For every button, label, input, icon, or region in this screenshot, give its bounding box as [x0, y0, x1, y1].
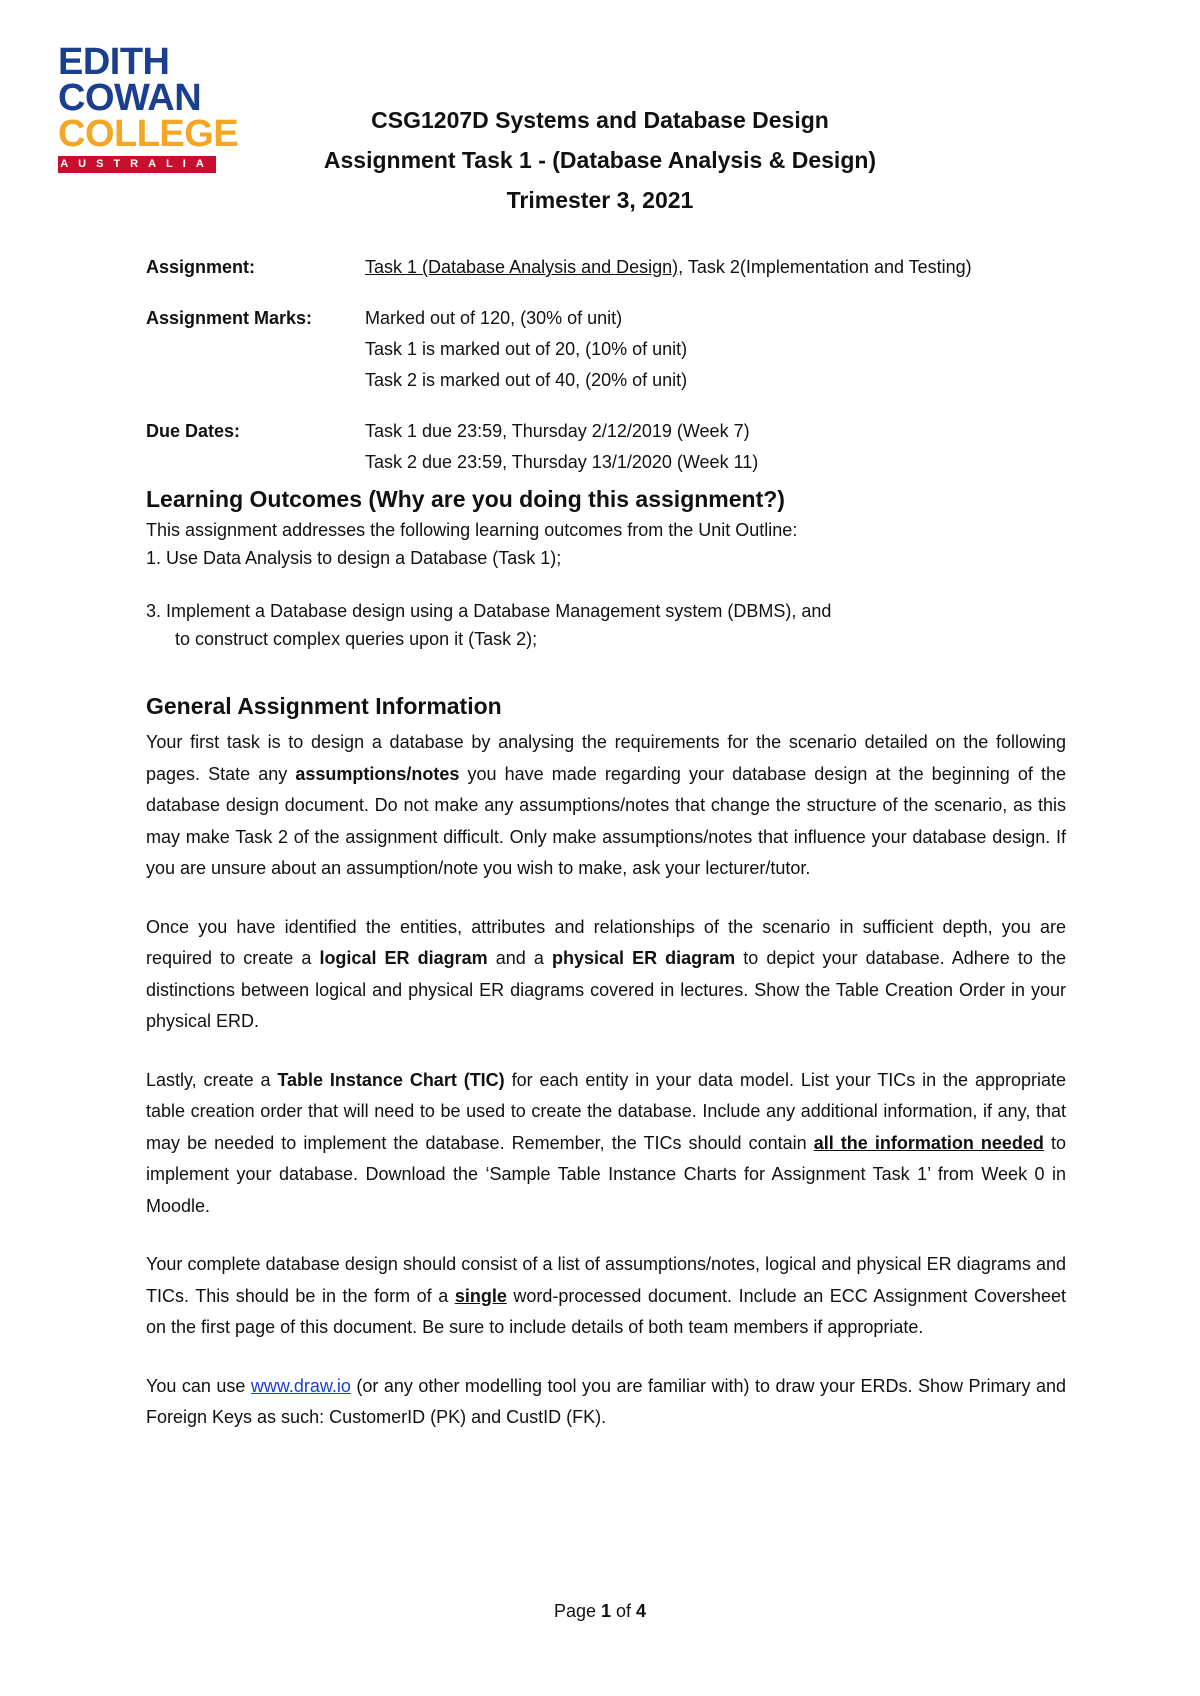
- due-label: Due Dates:: [146, 421, 241, 441]
- page-footer: [0, 1601, 1200, 1622]
- due-values: [365, 416, 1066, 478]
- assignment-title: Assignment Task 1 - (Database Analysis & Design): [323, 147, 877, 173]
- page-number: 1: [601, 1601, 612, 1621]
- task1-name: Task 1 (Database Analysis and Design): [365, 257, 679, 277]
- outcome-item-1: 1. Use Data Analysis to design a Database (Task 1);: [146, 548, 562, 568]
- logo-line-edith: EDITH: [58, 41, 170, 83]
- logo-line-cowan: COWAN: [58, 77, 202, 119]
- assignment-separator: ,: [678, 257, 684, 277]
- general-paragraph-3: Lastly, create a Table Instance Chart (TIC) for each entity in your data model. List your TICs in the appropriate table creation order that will need to be used to create the database. Include any additional information, if any, that may be needed to implement the database. Remember, the TICs should contain all the information needed to implement your database. Download the ‘Sample Table Instance Charts for Assignment Task 1’ from Week 0 in Moodle.: [146, 1069, 1067, 1216]
- general-paragraph-4: Your complete database design should consist of a list of assumptions/notes, logical and physical ER diagrams and TICs. This should be in the form of a single word-processed document. Include an ECC Assignment Coversheet on the first page of this document. Be sure to include details of both team members if appropriate.: [146, 1254, 1066, 1337]
- marks-line: Marked out of 120, (30% of unit): [365, 308, 623, 328]
- due-line: Task 1 due 23:59, Thursday 2/12/2019 (Week 7): [365, 421, 750, 441]
- assignment-label: Assignment:: [146, 257, 256, 277]
- assignment-meta: [146, 252, 1066, 498]
- learning-outcomes-heading: Learning Outcomes (Why are you doing this assignment?): [146, 486, 785, 512]
- drawio-link[interactable]: www.draw.io: [250, 1375, 351, 1396]
- learning-outcomes-section: [146, 482, 1066, 653]
- general-paragraph-2: Once you have identified the entities, attributes and relationships of the scenario in sufficient depth, you are required to create a logical ER diagram and a physical ER diagram to depict your database. Adhere to the distinctions between logical and physical ER diagrams covered in lectures. Show the Table Creation Order in your physical ERD.: [146, 916, 1066, 1031]
- due-line: Task 2 due 23:59, Thursday 13/1/2020 (Week 11): [365, 452, 759, 472]
- page-word: Page: [553, 1601, 601, 1621]
- general-info-section: [146, 689, 1066, 1461]
- logo-line-college: COLLEGE: [58, 113, 239, 155]
- meta-row-marks: [146, 303, 1066, 396]
- outcomes-intro: This assignment addresses the following learning outcomes from the Unit Outline:: [146, 520, 798, 540]
- trimester-title: Trimester 3, 2021: [506, 187, 694, 213]
- marks-values: [365, 303, 1066, 396]
- marks-label: Assignment Marks:: [146, 308, 313, 328]
- document-title: [0, 100, 1200, 220]
- logo-line-australia: AUSTRALIA: [58, 156, 216, 173]
- meta-row-assignment: [146, 252, 1066, 283]
- page-total: 4: [636, 1601, 647, 1621]
- general-paragraph-5: You can use www.draw.io (or any other modelling tool you are familiar with) to draw your ERDs. Show Primary and Foreign Keys as such: CustomerID (PK) and CustID (FK).: [146, 1375, 1066, 1427]
- marks-line: Task 2 is marked out of 40, (20% of unit): [365, 370, 688, 390]
- meta-row-due: [146, 416, 1066, 478]
- of-word: of: [611, 1601, 637, 1621]
- outcome-item-3-cont: to construct complex queries upon it (Task 2);: [175, 629, 538, 649]
- general-paragraph-1: Your first task is to design a database by analysing the requirements for the scenario detailed on the following pages. State any assumptions/notes you have made regarding your database design at the beginning of the database design document. Do not make any assumptions/notes that change the structure of the scenario, as this may make Task 2 of the assignment difficult. Only make assumptions/notes that influence your database design. If you are unsure about an assumption/note you wish to make, ask your lecturer/tutor.: [146, 732, 1066, 878]
- unit-title: CSG1207D Systems and Database Design: [371, 107, 829, 133]
- general-info-heading: General Assignment Information: [146, 693, 502, 719]
- outcome-item-3: 3. Implement a Database design using a Database Management system (DBMS), and: [146, 601, 832, 621]
- task2-name: Task 2(Implementation and Testing): [683, 257, 972, 277]
- marks-line: Task 1 is marked out of 20, (10% of unit): [365, 339, 688, 359]
- assignment-value: [365, 252, 1066, 283]
